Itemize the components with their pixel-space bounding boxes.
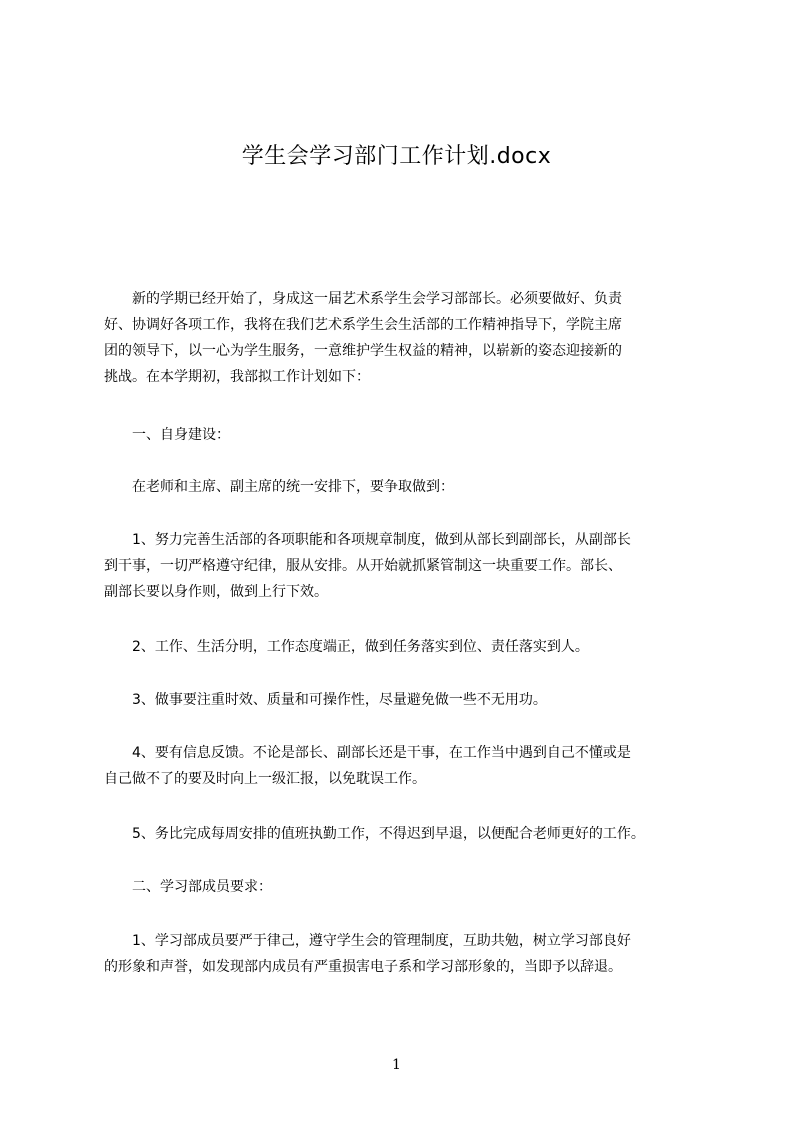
text-line: 到干事，一切严格遵守纪律，服从安排。从开始就抓紧管制这一块重要工作。部长、	[104, 558, 622, 574]
text-line: 副部长要以身作则，做到上行下效。	[104, 584, 328, 600]
text-line: 4、要有信息反馈。不论是部长、副部长还是干事，在工作当中遇到自己不懂或是	[104, 745, 631, 761]
section-heading-self-construction	[104, 422, 704, 448]
text-line: 1、努力完善生活部的各项职能和各项规章制度，做到从部长到副部长，从副部长	[104, 532, 631, 548]
text-line: 好、协调好各项工作，我将在我们艺术系学生会生活部的工作精神指导下，学院主席	[104, 317, 622, 333]
text-line: 一、自身建设：	[104, 427, 230, 443]
list-item-3	[104, 687, 704, 713]
text-line: 在老师和主席、副主席的统一安排下，要争取做到：	[104, 479, 454, 495]
document-title: 学生会学习部门工作计划.docx	[241, 144, 552, 169]
paragraph-intro	[104, 286, 704, 390]
text-line: 二、学习部成员要求：	[104, 879, 272, 895]
text-line: 3、做事要注重时效、质量和可操作性，尽量避免做一些不无用功。	[104, 692, 547, 708]
text-line: 自己做不了的要及时向上一级汇报，以免耽误工作。	[104, 771, 426, 787]
text-line: 挑战。在本学期初，我部拟工作计划如下：	[104, 369, 370, 385]
text-line: 团的领导下，以一心为学生服务，一意维护学生权益的精神，以崭新的姿态迎接新的	[104, 343, 622, 359]
text-line: 1、学习部成员要严于律己，遵守学生会的管理制度，互助共勉，树立学习部良好	[104, 933, 631, 949]
text-line: 2、工作、生活分明，工作态度端正，做到任务落实到位、责任落实到人。	[104, 639, 589, 655]
paragraph-arrangement	[104, 474, 704, 500]
text-line: 新的学期已经开始了，身成这一届艺术系学生会学习部部长。必须要做好、负责	[104, 291, 622, 307]
page-number: 1	[392, 1057, 401, 1073]
list-item-5	[104, 821, 704, 847]
text-line: 的形象和声誉，如发现部内成员有严重损害电子系和学习部形象的，当即予以辞退。	[104, 959, 622, 975]
text-line: 5、务比完成每周安排的值班执勤工作，不得迟到早退，以便配合老师更好的工作。	[104, 826, 645, 842]
list-item-2	[104, 634, 704, 660]
section-heading-member-requirements	[104, 874, 704, 900]
list-item-1	[104, 527, 704, 605]
list-item-4	[104, 740, 704, 792]
requirement-item-1	[104, 928, 704, 980]
